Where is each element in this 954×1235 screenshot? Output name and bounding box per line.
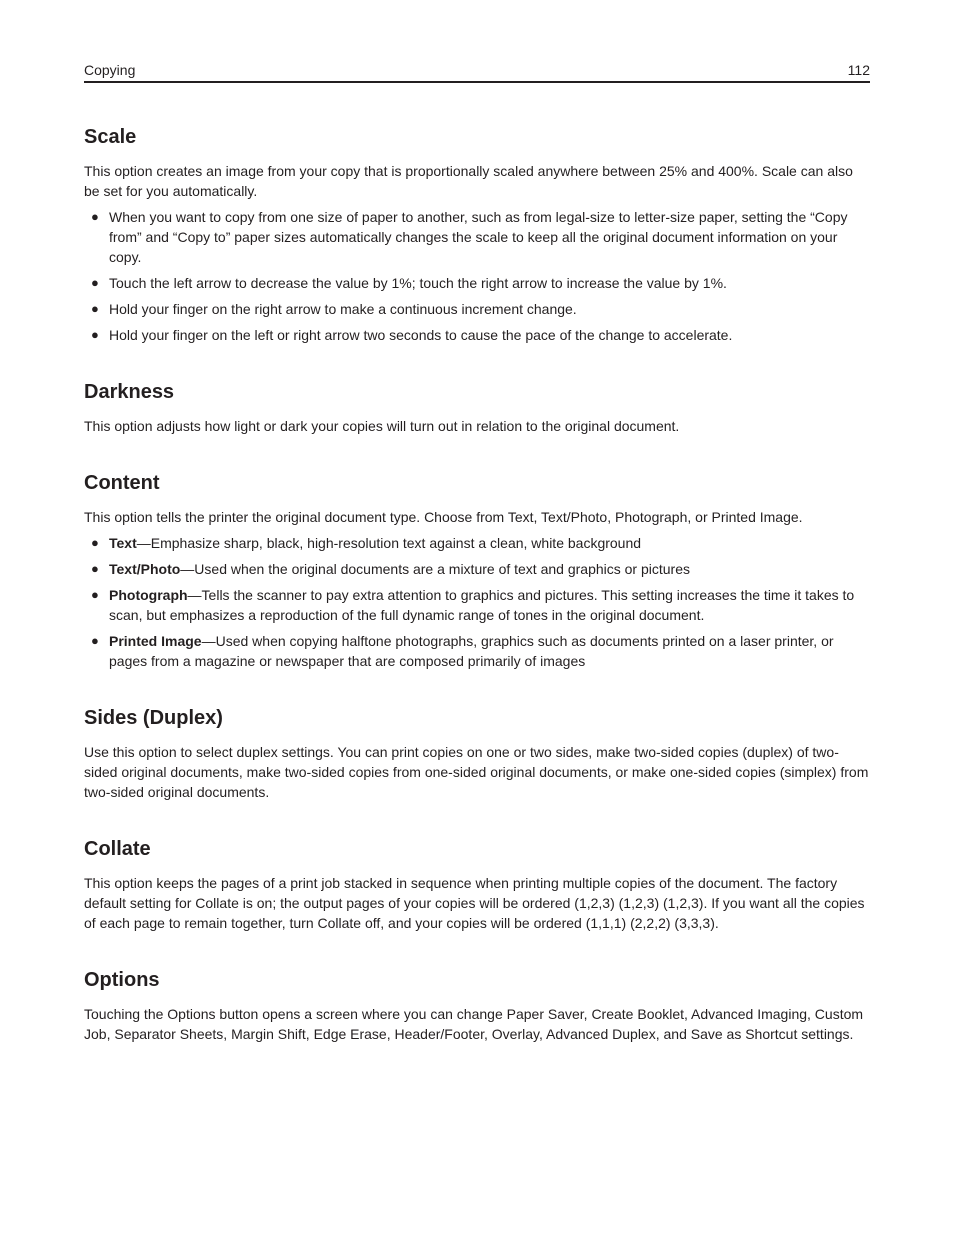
list-item: [84, 631, 870, 671]
section-heading: Scale: [84, 126, 137, 148]
list-item-term: Photograph: [109, 587, 188, 603]
bullet-list: [84, 533, 870, 671]
section-paragraph: This option keeps the pages of a print job stacked in sequence when printing multiple copies of the document. The factory default setting for Collate is on; the output pages of your copies will be ordered (1,2,3) (1,2,3) (1,2,3). If you want all the copies of each page to remain together, turn Collate off, and your copies will be ordered (1,1,1) (2,2,2) (3,3,3).: [84, 875, 865, 931]
bullet-icon: ●: [91, 587, 99, 602]
page-content: [84, 124, 870, 1078]
list-item: [84, 299, 870, 319]
bullet-icon: ●: [91, 561, 99, 576]
section-paragraph: This option adjusts how light or dark your copies will turn out in relation to the original document.: [84, 418, 680, 434]
bullet-icon: ●: [91, 535, 99, 550]
running-header-section: Copying: [84, 62, 136, 78]
page-number: 112: [847, 62, 870, 78]
section-paragraph: This option tells the printer the original document type. Choose from Text, Text/Photo, Photograph, or Printed Image.: [84, 509, 803, 525]
list-item-text: When you want to copy from one size of paper to another, such as from legal-size to letter-size paper, setting the “Copy from” and “Copy to” paper sizes automatically changes the scale to keep all the original document information on your copy.: [109, 209, 848, 265]
bullet-list: [84, 207, 870, 345]
list-item-text: —Used when the original documents are a mixture of text and graphics or pictures: [180, 561, 690, 577]
section-collate: [84, 836, 870, 933]
bullet-icon: ●: [91, 301, 99, 316]
bullet-icon: ●: [91, 275, 99, 290]
list-item: [84, 325, 870, 345]
section-scale: [84, 124, 870, 345]
section-sides-duplex: [84, 705, 870, 802]
section-heading: Darkness: [84, 381, 175, 403]
list-item: [84, 273, 870, 293]
section-heading: Options: [84, 969, 160, 991]
list-item: [84, 207, 870, 267]
section-paragraph: Use this option to select duplex settings. You can print copies on one or two sides, make two-sided copies (duplex) of two-sided original documents, make two-sided copies from one-sided original documents, or make one-sided copies (simplex) from two-sided original documents.: [84, 744, 869, 800]
list-item-text: Touch the left arrow to decrease the value by 1%; touch the right arrow to increase the value by 1%.: [109, 275, 727, 291]
section-paragraph: This option creates an image from your copy that is proportionally scaled anywhere between 25% and 400%. Scale can also be set for you automatically.: [84, 163, 853, 199]
section-options: [84, 967, 870, 1044]
bullet-icon: ●: [91, 633, 99, 648]
list-item-term: Text: [109, 535, 137, 551]
list-item-text: Hold your finger on the right arrow to make a continuous increment change.: [109, 301, 577, 317]
list-item: [84, 559, 870, 579]
list-item-text: —Emphasize sharp, black, high-resolution text against a clean, white background: [136, 535, 642, 551]
section-heading: Collate: [84, 838, 151, 860]
list-item: [84, 533, 870, 553]
list-item-text: —Tells the scanner to pay extra attention to graphics and pictures. This setting increases the time it takes to scan, but emphasizes a reproduction of the full dynamic range of tones in the original document.: [109, 587, 855, 623]
bullet-icon: ●: [91, 209, 99, 224]
list-item: [84, 585, 870, 625]
section-content: [84, 470, 870, 671]
section-heading: Content: [84, 472, 160, 494]
section-heading: Sides (Duplex): [84, 707, 223, 729]
bullet-icon: ●: [91, 327, 99, 342]
section-paragraph: Touching the Options button opens a screen where you can change Paper Saver, Create Booklet, Advanced Imaging, Custom Job, Separator Sheets, Margin Shift, Edge Erase, Header/Footer, Overlay, Advanced Duplex, and Save as Shortcut settings.: [84, 1006, 864, 1042]
list-item-term: Text/Photo: [109, 561, 181, 577]
list-item-text: —Used when copying halftone photographs, graphics such as documents printed on a laser printer, or pages from a magazine or newspaper that are composed primarily of images: [109, 633, 834, 669]
list-item-term: Printed Image: [109, 633, 202, 649]
page-header: [84, 60, 870, 83]
section-darkness: [84, 379, 870, 436]
list-item-text: Hold your finger on the left or right arrow two seconds to cause the pace of the change to accelerate.: [109, 327, 733, 343]
